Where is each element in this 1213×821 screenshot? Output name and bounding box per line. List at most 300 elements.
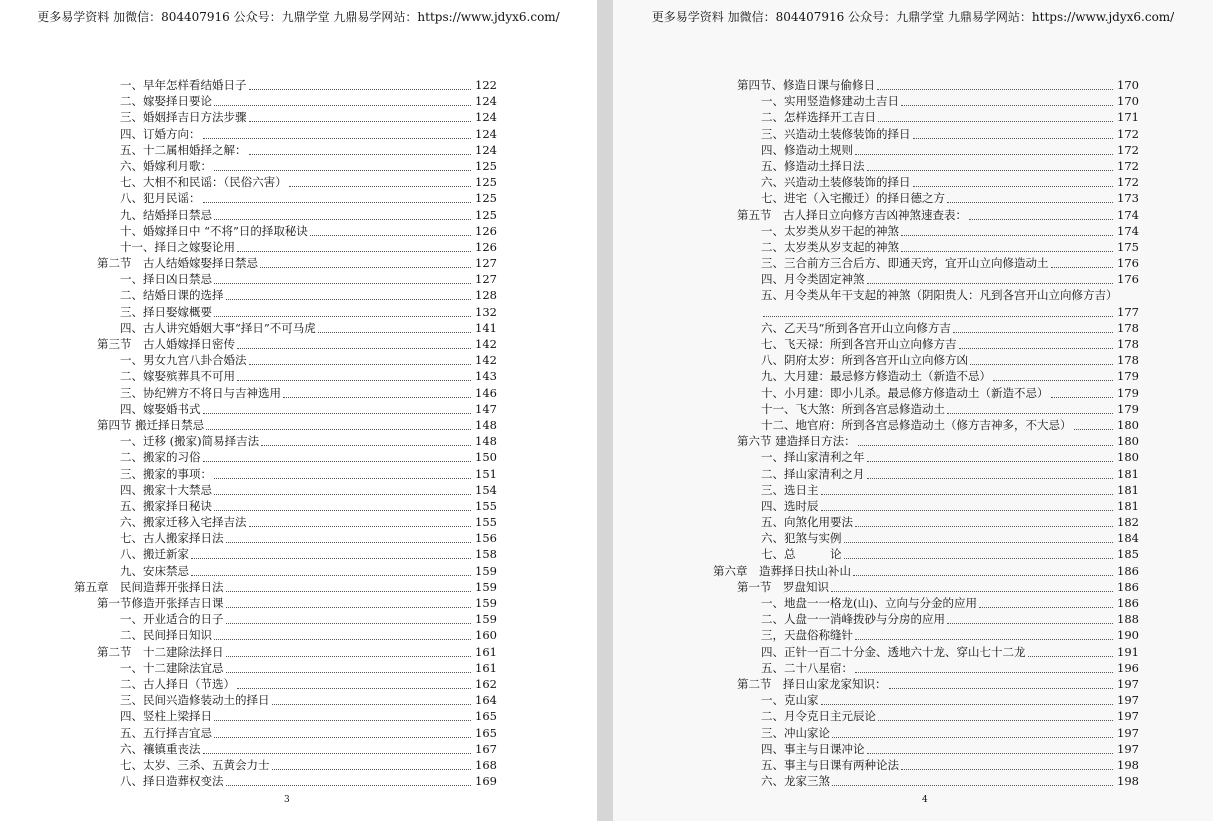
toc-dot-leader	[913, 185, 1113, 187]
toc-dot-leader	[970, 363, 1113, 365]
toc-entry-page: 141	[475, 320, 497, 335]
toc-entry[interactable]	[0, 190, 597, 206]
toc-dot-leader	[855, 638, 1113, 640]
toc-entry-page: 161	[475, 644, 497, 659]
toc-entry-title: 二、结婚日课的选择	[120, 288, 224, 303]
toc-dot-leader	[821, 703, 1113, 705]
toc-entry-page: 172	[1117, 126, 1139, 141]
toc-entry[interactable]	[613, 449, 1213, 465]
toc-dot-leader	[867, 460, 1113, 462]
toc-entry-title: 二、嫁娶殡葬具不可用	[120, 369, 235, 384]
toc-entry[interactable]	[0, 336, 597, 352]
page-gutter	[597, 0, 613, 821]
toc-entry[interactable]	[0, 352, 597, 368]
toc-entry-page: 148	[475, 434, 497, 449]
toc-entry-page: 165	[475, 709, 497, 724]
toc-entry[interactable]	[613, 530, 1213, 546]
toc-dot-leader	[913, 137, 1113, 139]
toc-entry[interactable]	[0, 142, 597, 158]
toc-dot-leader	[226, 784, 471, 786]
toc-entry-title: 五、月令类从年干支起的神煞（阴阳贵人：凡到各宫开山立向修方吉）	[761, 288, 1118, 303]
toc-entry-page: 188	[1117, 612, 1139, 627]
toc-entry[interactable]	[0, 255, 597, 271]
toc-entry[interactable]	[613, 287, 1213, 303]
toc-entry[interactable]	[0, 385, 597, 401]
toc-entry-page: 186	[1117, 563, 1139, 578]
toc-entry-page: 174	[1117, 223, 1139, 238]
toc-entry[interactable]	[0, 466, 597, 482]
toc-entry[interactable]	[0, 449, 597, 465]
toc-entry[interactable]	[0, 207, 597, 223]
toc-dot-leader	[901, 250, 1113, 252]
table-of-contents	[0, 77, 597, 789]
toc-entry-title: 四、嫁娶婚书式	[120, 401, 201, 416]
toc-entry-page: 127	[475, 256, 497, 271]
toc-entry-page: 160	[475, 628, 497, 643]
toc-entry-title: 七、进宅（入宅搬迁）的择日德之方	[761, 191, 945, 206]
toc-entry-title: 第三节 古人婚嫁择日密传	[97, 337, 235, 351]
toc-entry-page: 125	[475, 158, 497, 173]
toc-dot-leader	[261, 444, 471, 446]
toc-dot-leader	[947, 412, 1113, 414]
toc-dot-leader	[858, 444, 1113, 446]
toc-entry[interactable]	[613, 660, 1213, 676]
toc-entry-title: 一、择山家清利之年	[761, 450, 865, 465]
toc-entry[interactable]	[613, 142, 1213, 158]
toc-entry[interactable]	[0, 368, 597, 384]
toc-entry-title: 第一节 罗盘知识	[737, 579, 829, 594]
toc-entry[interactable]	[613, 352, 1213, 368]
toc-entry-page: 197	[1117, 676, 1139, 691]
toc-entry-title: 三、冲山家论	[761, 725, 830, 740]
toc-entry-page: 190	[1117, 628, 1139, 643]
toc-entry[interactable]	[0, 660, 597, 676]
toc-entry[interactable]	[0, 725, 597, 741]
toc-dot-leader	[867, 169, 1113, 171]
toc-entry-page: 180	[1117, 434, 1139, 449]
toc-dot-leader	[237, 687, 471, 689]
toc-entry[interactable]	[613, 368, 1213, 384]
toc-entry-title: 二、民间择日知识	[120, 628, 212, 643]
toc-dot-leader	[237, 379, 471, 381]
toc-entry-title: 第二节 择日山家龙家知识：	[737, 676, 887, 691]
toc-dot-leader	[203, 752, 471, 754]
toc-entry[interactable]	[0, 741, 597, 757]
toc-dot-leader	[214, 169, 471, 171]
toc-entry-title: 八、阴府太岁：所到各宫开山立向修方凶	[761, 353, 968, 368]
toc-entry-title: 三、婚姻择吉日方法步骤	[120, 110, 247, 125]
toc-dot-leader	[1051, 266, 1113, 268]
toc-entry-page: 179	[1117, 385, 1139, 400]
toc-entry[interactable]	[0, 773, 597, 789]
toc-entry-page: 155	[475, 515, 497, 530]
toc-dot-leader	[203, 412, 471, 414]
toc-entry-title: 二、怎样选择开工吉日	[761, 110, 876, 125]
toc-entry-page: 178	[1117, 353, 1139, 368]
toc-entry-page: 142	[475, 337, 497, 351]
toc-entry[interactable]	[0, 595, 597, 611]
toc-dot-leader	[226, 671, 471, 673]
toc-entry[interactable]	[0, 304, 597, 320]
toc-dot-leader	[214, 638, 471, 640]
toc-dot-leader	[959, 347, 1113, 349]
toc-dot-leader	[867, 282, 1113, 284]
toc-entry-page: 178	[1117, 320, 1139, 335]
toc-dot-leader	[283, 396, 471, 398]
toc-entry[interactable]	[613, 401, 1213, 417]
toc-entry[interactable]	[0, 644, 597, 660]
toc-dot-leader	[993, 379, 1113, 381]
toc-entry-page: 156	[475, 531, 497, 546]
toc-entry-title: 第六章 造葬择日扶山补山	[713, 563, 851, 578]
toc-dot-leader	[844, 541, 1113, 543]
toc-entry-page: 125	[475, 207, 497, 222]
toc-entry-page: 197	[1117, 693, 1139, 708]
toc-entry[interactable]	[0, 708, 597, 724]
toc-entry[interactable]	[0, 417, 597, 433]
toc-entry[interactable]	[613, 77, 1213, 93]
toc-entry-page: 168	[475, 757, 497, 772]
toc-entry-title: 第四节、修造日课与偷修日	[737, 78, 875, 92]
toc-entry-title: 四、事主与日课冲论	[761, 741, 865, 756]
toc-entry-page: 172	[1117, 158, 1139, 173]
toc-dot-leader	[249, 120, 471, 122]
toc-entry-page: 125	[475, 175, 497, 190]
toc-entry[interactable]	[0, 546, 597, 562]
toc-entry-page: 198	[1117, 774, 1139, 789]
toc-entry[interactable]	[613, 482, 1213, 498]
toc-entry-title: 三、协纪辨方不将日与吉神选用	[120, 385, 281, 400]
toc-entry[interactable]	[0, 401, 597, 417]
toc-entry[interactable]	[0, 676, 597, 692]
toc-entry[interactable]	[613, 725, 1213, 741]
toc-entry[interactable]	[613, 320, 1213, 336]
toc-entry-title: 八、犯月民谣：	[120, 191, 201, 206]
toc-dot-leader	[1028, 655, 1113, 657]
toc-entry-title: 一、十二建除法宜忌	[120, 660, 224, 675]
toc-entry[interactable]	[613, 109, 1213, 125]
toc-entry-title: 一、地盘一一格龙(山)、立向与分金的应用	[761, 596, 977, 610]
toc-dot-leader	[953, 331, 1113, 333]
toc-entry-page: 179	[1117, 401, 1139, 416]
toc-entry-title: 三、择日娶嫁概要	[120, 304, 212, 319]
toc-entry[interactable]	[0, 109, 597, 125]
toc-entry[interactable]	[613, 93, 1213, 109]
toc-entry-title: 六、乙天马“所到各宫开山立向修方吉	[761, 320, 951, 335]
toc-entry-page: 161	[475, 660, 497, 675]
toc-dot-leader	[844, 557, 1113, 559]
toc-entry[interactable]	[0, 158, 597, 174]
toc-dot-leader	[214, 282, 471, 284]
page-header: 更多易学资料 加微信：804407916 公众号：九鼎学堂 九鼎易学网站：https://www.jdyx6.com/	[651, 10, 1175, 24]
toc-entry-page: 180	[1117, 417, 1139, 432]
toc-entry-title: 六、搬家迁移入宅择吉法	[120, 515, 247, 530]
toc-entry-page: 150	[475, 450, 497, 465]
toc-entry[interactable]	[613, 385, 1213, 401]
toc-entry[interactable]	[613, 595, 1213, 611]
toc-entry-page: 182	[1117, 515, 1139, 530]
toc-dot-leader	[214, 315, 471, 317]
toc-entry[interactable]	[613, 498, 1213, 514]
toc-dot-leader	[260, 266, 471, 268]
toc-entry[interactable]	[0, 223, 597, 239]
toc-entry-page: 124	[475, 142, 497, 157]
toc-dot-leader	[191, 574, 471, 576]
toc-entry-page: 154	[475, 482, 497, 497]
toc-entry-title: 一、实用竖造修建动土吉日	[761, 94, 899, 109]
toc-entry[interactable]	[0, 77, 597, 93]
toc-dot-leader	[226, 655, 471, 657]
toc-entry-page: 155	[475, 498, 497, 513]
toc-entry-page: 184	[1117, 531, 1139, 546]
toc-entry-title: 四、月令类固定神煞	[761, 272, 865, 287]
toc-entry-title: 一、男女九宫八卦合婚法	[120, 353, 247, 368]
toc-entry[interactable]	[0, 93, 597, 109]
toc-entry[interactable]	[0, 320, 597, 336]
toc-dot-leader	[203, 137, 471, 139]
toc-entry-title: 三、搬家的事项：	[120, 466, 212, 481]
toc-dot-leader	[310, 234, 471, 236]
toc-entry-title: 一、择日凶日禁忌	[120, 272, 212, 287]
toc-entry[interactable]	[0, 498, 597, 514]
toc-entry-title: 第五节 古人择日立向修方吉凶神煞速查表：	[737, 207, 967, 222]
toc-entry-title: 八、择日造葬权变法	[120, 774, 224, 789]
toc-entry-title: 四、搬家十大禁忌	[120, 482, 212, 497]
toc-entry[interactable]	[613, 644, 1213, 660]
toc-dot-leader	[867, 477, 1113, 479]
toc-dot-leader	[763, 315, 1113, 317]
toc-dot-leader	[203, 460, 471, 462]
page-number: 4	[922, 795, 928, 805]
toc-entry-title: 二、月令克日主元辰论	[761, 709, 876, 724]
toc-entry-title: 五、二十八星宿：	[761, 660, 853, 675]
toc-entry[interactable]	[0, 627, 597, 643]
toc-entry[interactable]	[613, 271, 1213, 287]
toc-entry-page: 172	[1117, 175, 1139, 190]
toc-entry-title: 八、搬迁新家	[120, 547, 189, 562]
toc-entry[interactable]	[613, 579, 1213, 595]
toc-entry[interactable]	[0, 563, 597, 579]
toc-entry[interactable]	[613, 207, 1213, 223]
toc-entry[interactable]	[613, 239, 1213, 255]
toc-entry-title: 七、大相不和民谣：（民俗六害）	[120, 175, 287, 190]
toc-entry-page: 125	[475, 191, 497, 206]
toc-entry[interactable]	[613, 255, 1213, 271]
toc-dot-leader	[226, 590, 471, 592]
toc-entry[interactable]	[0, 692, 597, 708]
toc-entry[interactable]	[613, 466, 1213, 482]
toc-entry-title: 二、择山家清利之月	[761, 466, 865, 481]
toc-entry-page: 147	[475, 401, 497, 416]
toc-dot-leader	[226, 622, 471, 624]
toc-entry-page: 158	[475, 547, 497, 562]
toc-dot-leader	[947, 622, 1113, 624]
toc-entry[interactable]	[0, 433, 597, 449]
toc-entry-title: 四、古人讲究婚姻大事“择日”不可马虎	[120, 320, 316, 335]
toc-dot-leader	[226, 298, 471, 300]
toc-entry-page: 197	[1117, 725, 1139, 740]
toc-dot-leader	[878, 719, 1113, 721]
toc-dot-leader	[901, 768, 1113, 770]
toc-dot-leader	[831, 590, 1113, 592]
toc-entry-page: 177	[1117, 304, 1139, 319]
toc-dot-leader	[237, 347, 471, 349]
page-header: 更多易学资料 加微信：804407916 公众号：九鼎学堂 九鼎易学网站：https://www.jdyx6.com/	[37, 10, 560, 24]
toc-dot-leader	[318, 331, 471, 333]
page-number: 3	[284, 795, 290, 805]
toc-entry-page: 170	[1117, 78, 1139, 92]
toc-dot-leader	[214, 509, 471, 511]
toc-entry[interactable]	[613, 708, 1213, 724]
toc-entry[interactable]	[613, 417, 1213, 433]
toc-entry[interactable]	[613, 546, 1213, 562]
toc-entry-page: 174	[1117, 207, 1139, 222]
toc-entry[interactable]	[613, 158, 1213, 174]
toc-entry-page: 176	[1117, 256, 1139, 271]
toc-entry[interactable]	[613, 741, 1213, 757]
toc-entry-title: 一、开业适合的日子	[120, 612, 224, 627]
toc-dot-leader	[214, 493, 471, 495]
toc-dot-leader	[289, 185, 471, 187]
toc-entry-page: 124	[475, 126, 497, 141]
toc-entry-title: 六、犯煞与实例	[761, 531, 842, 546]
toc-dot-leader	[249, 88, 471, 90]
toc-entry-page: 167	[475, 741, 497, 756]
toc-dot-leader	[853, 574, 1113, 576]
toc-entry-title: 六、禳镇重丧法	[120, 741, 201, 756]
toc-entry[interactable]	[0, 530, 597, 546]
toc-entry-title: 四、修造动土规则	[761, 142, 853, 157]
toc-entry[interactable]	[613, 563, 1213, 579]
toc-entry-page: 151	[475, 466, 497, 481]
toc-entry-title: 二、古人择日（节选）	[120, 676, 235, 691]
toc-entry-title: 第二节 十二建除法择日	[97, 644, 224, 659]
toc-entry[interactable]	[613, 692, 1213, 708]
toc-entry-page: 146	[475, 385, 497, 400]
toc-entry-title: 五、修造动土择日法	[761, 158, 865, 173]
toc-dot-leader	[203, 201, 471, 203]
toc-dot-leader	[821, 493, 1113, 495]
toc-entry-page: 196	[1117, 660, 1139, 675]
toc-entry-page: 148	[475, 417, 497, 432]
toc-entry-title: 十一、飞大煞：所到各宫忌修造动土	[761, 401, 945, 416]
toc-entry[interactable]	[613, 126, 1213, 142]
toc-entry[interactable]	[0, 287, 597, 303]
toc-entry-page: 126	[475, 223, 497, 238]
toc-entry-title: 第六节 建造择日方法：	[737, 434, 856, 449]
toc-entry-page: 171	[1117, 110, 1139, 125]
right-page	[613, 0, 1213, 821]
toc-entry-page: 165	[475, 725, 497, 740]
left-page	[0, 0, 597, 821]
toc-entry-page: 175	[1117, 239, 1139, 254]
toc-entry[interactable]	[613, 190, 1213, 206]
toc-entry-page: 126	[475, 239, 497, 254]
toc-dot-leader	[832, 736, 1113, 738]
toc-entry[interactable]	[613, 304, 1213, 320]
toc-entry[interactable]	[613, 514, 1213, 530]
toc-entry-page: 132	[475, 304, 497, 319]
toc-entry-title: 二、搬家的习俗	[120, 450, 201, 465]
toc-dot-leader	[855, 525, 1113, 527]
toc-entry[interactable]	[0, 174, 597, 190]
toc-entry-title: 七、太岁、三杀、五黄会力士	[120, 757, 270, 772]
toc-entry[interactable]	[613, 757, 1213, 773]
toc-entry-page: 128	[475, 288, 497, 303]
toc-entry-page: 186	[1117, 596, 1139, 610]
toc-entry-title: 七、总 论	[761, 547, 842, 562]
toc-entry-title: 三、民间兴造修装动土的择日	[120, 693, 270, 708]
toc-dot-leader	[877, 88, 1113, 90]
toc-entry-page: 124	[475, 110, 497, 125]
toc-entry[interactable]	[613, 676, 1213, 692]
toc-entry-page: 173	[1117, 191, 1139, 206]
toc-dot-leader	[226, 541, 471, 543]
toc-entry[interactable]	[613, 174, 1213, 190]
toc-entry-title: 四、选时辰	[761, 498, 819, 513]
toc-entry[interactable]	[613, 627, 1213, 643]
toc-entry-title: 第二节 古人结婚嫁娶择日禁忌	[97, 256, 258, 271]
toc-entry-page: 185	[1117, 547, 1139, 562]
toc-dot-leader	[855, 671, 1113, 673]
toc-entry[interactable]	[0, 514, 597, 530]
toc-entry[interactable]	[613, 223, 1213, 239]
toc-dot-leader	[249, 363, 471, 365]
toc-entry[interactable]	[613, 336, 1213, 352]
toc-entry-title: 四、正针一百二十分金、透地六十龙、穿山七十二龙	[761, 644, 1026, 659]
toc-entry[interactable]	[0, 239, 597, 255]
toc-entry[interactable]	[0, 611, 597, 627]
toc-dot-leader	[214, 104, 471, 106]
toc-dot-leader	[901, 104, 1113, 106]
toc-entry-title: 七、古人搬家择日法	[120, 531, 224, 546]
toc-entry-page: 162	[475, 676, 497, 691]
toc-entry-title: 二、太岁类从岁支起的神煞	[761, 239, 899, 254]
toc-entry-page: 197	[1117, 709, 1139, 724]
toc-entry[interactable]	[0, 757, 597, 773]
toc-entry-title: 二、人盘一一消峰拨砂与分房的应用	[761, 612, 945, 627]
toc-entry-title: 三、兴造动土装修装饰的择日	[761, 126, 911, 141]
toc-entry-title: 第四节 搬迁择日禁忌	[97, 417, 205, 432]
toc-entry-title: 六、婚嫁利月歌：	[120, 158, 212, 173]
toc-entry[interactable]	[613, 773, 1213, 789]
toc-entry-page: 143	[475, 369, 497, 384]
toc-entry-page: 142	[475, 353, 497, 368]
toc-dot-leader	[272, 768, 471, 770]
toc-entry[interactable]	[0, 126, 597, 142]
toc-dot-leader	[226, 606, 471, 608]
toc-entry-page: 181	[1117, 466, 1139, 481]
toc-entry-page: 159	[475, 596, 497, 610]
toc-dot-leader	[867, 752, 1113, 754]
toc-dot-leader	[969, 218, 1113, 220]
toc-entry-title: 九、大月建：最忌修方修造动土（新造不忌）	[761, 369, 991, 384]
toc-entry[interactable]	[613, 433, 1213, 449]
toc-entry[interactable]	[0, 579, 597, 595]
table-of-contents	[613, 77, 1213, 789]
toc-entry-title: 十一、择日之嫁娶论用	[120, 239, 235, 254]
toc-entry-title: 九、安床禁忌	[120, 563, 189, 578]
toc-dot-leader	[249, 525, 471, 527]
toc-dot-leader	[878, 120, 1113, 122]
toc-dot-leader	[272, 703, 471, 705]
toc-entry-title: 一、迁移 (搬家)简易择吉法	[120, 434, 260, 449]
toc-entry-title: 一、早年怎样看结婚日子	[120, 78, 247, 92]
toc-entry-page: 176	[1117, 272, 1139, 287]
toc-entry[interactable]	[613, 611, 1213, 627]
toc-entry[interactable]	[0, 482, 597, 498]
toc-entry[interactable]	[0, 271, 597, 287]
